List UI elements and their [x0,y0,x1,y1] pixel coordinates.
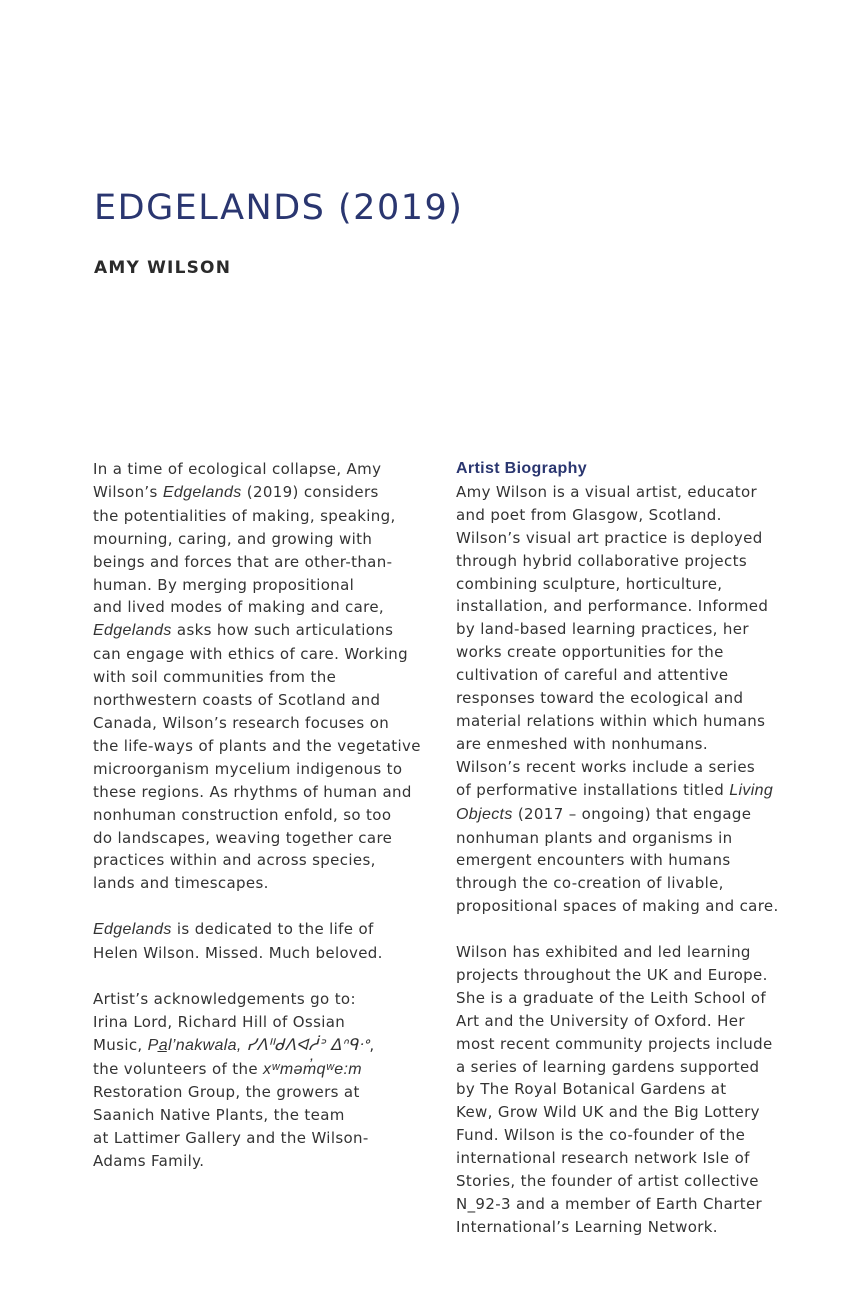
text-segment: the volunteers of the [93,1059,264,1078]
text-line: these regions. As rhythms of human and [93,782,412,801]
text-line: international research network Isle of [456,1149,750,1168]
text-line: Helen Wilson. Missed. Much beloved. [93,944,383,963]
text-line: Restoration Group, the growers at [93,1083,360,1102]
text-line [93,1058,423,1082]
text-line: a series of learning gardens supported [456,1057,760,1076]
text-segment: (2019) considers [241,482,379,501]
acknowledgements-paragraph [93,988,423,1173]
text-line: emergent encounters with humans [456,851,731,870]
text-line: Wilson’s recent works include a series [456,757,756,776]
text-segment: (2017 – ongoing) that engage [512,804,752,823]
text-line: combining sculpture, horticulture, [456,574,723,593]
italic-text: Living [729,781,774,799]
text-line: nonhuman plants and organisms in [456,828,733,847]
text-line: the potentialities of making, speaking, [93,506,396,525]
text-line: Adams Family. [93,1152,205,1171]
text-line [93,481,423,505]
text-line: Artist’s acknowledgements go to: [93,989,356,1008]
text-line: the life-ways of plants and the vegetative [93,736,421,755]
text-line: do landscapes, weaving together care [93,828,393,847]
exhibitions-paragraph [456,941,786,1239]
text-line [93,619,423,643]
bio-paragraph [456,481,786,918]
italic-text: Edgelands [93,921,172,939]
text-line: and lived modes of making and care, [93,598,385,617]
text-line: can engage with ethics of care. Working [93,645,408,664]
italic-text: Objects [456,805,513,823]
text-line: at Lattimer Gallery and the Wilson- [93,1129,369,1148]
text-line: microorganism mycelium indigenous to [93,759,403,778]
text-line [93,1034,423,1058]
text-line: propositional spaces of making and care. [456,897,779,916]
text-segment: Wilson’s [93,482,163,501]
text-line: responses toward the ecological and [456,689,744,708]
text-line: practices within and across species, [93,851,376,870]
text-line: In a time of ecological collapse, Amy [93,460,382,478]
text-line: most recent community projects include [456,1034,773,1053]
text-line: material relations within which humans [456,711,766,730]
text-line: northwestern coasts of Scotland and [93,691,381,710]
text-line: cultivation of careful and attentive [456,666,729,685]
text-segment: is dedicated to the life of [171,920,374,939]
text-line: projects throughout the UK and Europe. [456,965,768,984]
text-line [93,918,423,942]
section-heading-artist-biography: Artist Biography [456,460,587,477]
text-segment: , [369,1035,375,1054]
italic-text: Pa̲l’nakwala, ᓯᐱᐦᑯᐱᐊᓲᐣ ᐃᐢᑫᐧᐤ [147,1036,370,1054]
text-line: and poet from Glasgow, Scotland. [456,505,722,524]
intro-paragraph [93,458,423,895]
text-line: are enmeshed with nonhumans. [456,734,708,753]
text-line: human. By merging propositional [93,575,355,594]
text-line: She is a graduate of the Leith School of [456,988,766,1007]
text-line: Art and the University of Oxford. Her [456,1011,745,1030]
text-line: Wilson has exhibited and led learning [456,943,751,962]
text-line: Saanich Native Plants, the team [93,1106,345,1125]
text-line: Wilson’s visual art practice is deployed [456,528,763,547]
text-line: works create opportunities for the [456,643,724,662]
text-line: Canada, Wilson’s research focuses on [93,713,390,732]
text-line: International’s Learning Network. [456,1217,718,1236]
italic-text: Edgelands [93,622,172,640]
text-line: N_92-3 and a member of Earth Charter [456,1194,763,1213]
text-line: installation, and performance. Informed [456,597,769,616]
text-line: by land-based learning practices, her [456,620,749,639]
text-segment: of performative installations titled [456,780,730,799]
text-line: Fund. Wilson is the co-founder of the [456,1126,746,1145]
text-line: Stories, the founder of artist collective [456,1172,759,1191]
text-line: through hybrid collaborative projects [456,551,747,570]
text-line: with soil communities from the [93,668,337,687]
author-name: AMY WILSON [94,258,232,278]
text-line: Kew, Grow Wild UK and the Big Lottery [456,1103,760,1122]
text-line: mourning, caring, and growing with [93,529,373,548]
right-column [456,458,786,1239]
left-column [93,458,423,1173]
text-line: beings and forces that are other-than- [93,552,393,571]
dedication-paragraph [93,918,423,965]
text-segment: Music, [93,1035,148,1054]
text-line: by The Royal Botanical Gardens at [456,1080,727,1099]
italic-text: Edgelands [162,483,242,501]
text-line [456,803,786,827]
page-title: EDGELANDS (2019) [94,188,464,228]
italic-text: xʷməm̓qʷe:m [263,1060,362,1078]
text-line: through the co-creation of livable, [456,874,724,893]
text-line [456,779,786,803]
text-line: lands and timescapes. [93,874,269,893]
text-line: Amy Wilson is a visual artist, educator [456,482,758,501]
text-segment: asks how such articulations [171,621,394,640]
text-line: nonhuman construction enfold, so too [93,805,392,824]
text-line: Irina Lord, Richard Hill of Ossian [93,1012,346,1031]
